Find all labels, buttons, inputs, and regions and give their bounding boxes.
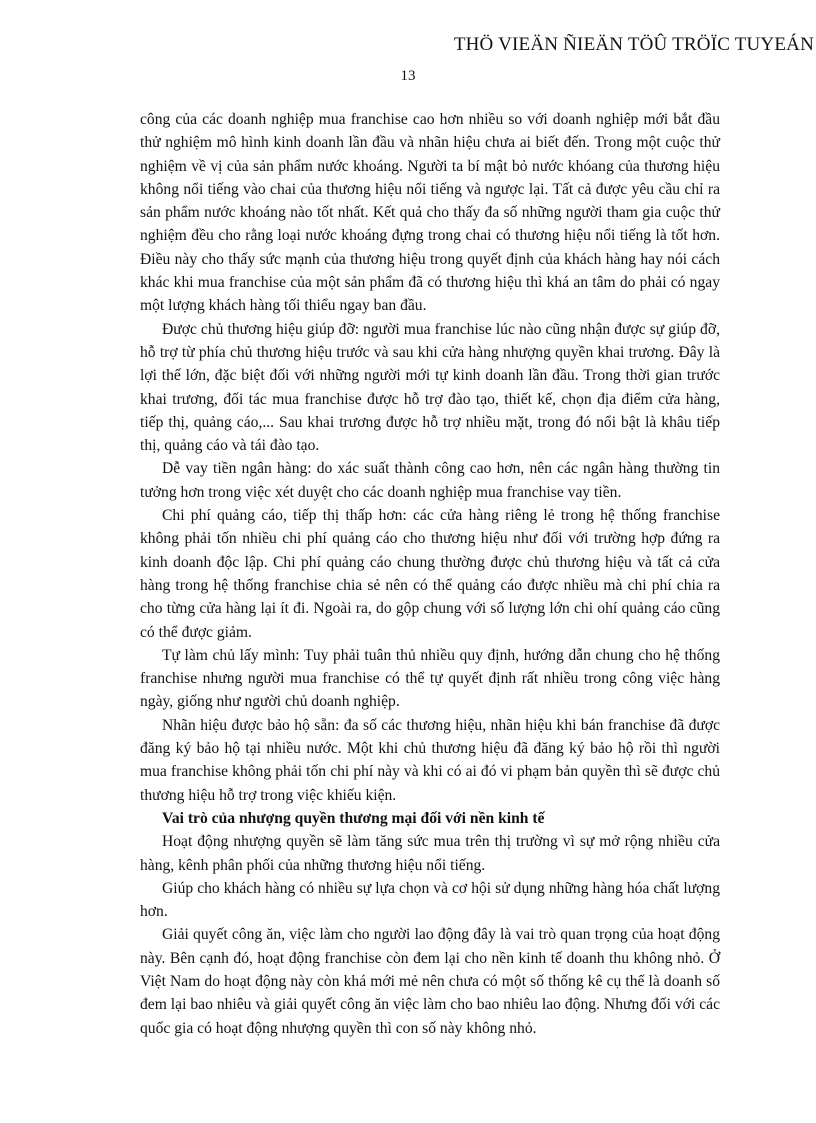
paragraph-self-employment: Tự làm chủ lấy mình: Tuy phải tuân thủ nhiều quy định, hướng dẫn chung cho hệ thống franchise nhưng người mua franchise có thể tự quyết định rất nhiều trong công việc hàng ngày, giống như người chủ doanh nghiệp.	[140, 646, 720, 711]
paragraph-brand-support: Được chủ thương hiệu giúp đỡ: người mua franchise lúc nào cũng nhận được sự giúp đỡ, hỗ trợ từ phía chủ thương hiệu trước và sau khi cửa hàng nhượng quyền khai trương. Đây là lợi thế lớn, đặc biệt đối với những người mới tự kinh doanh lần đầu. Trong thời gian trước khai trương, đối tác mua franchise được hỗ trợ đào tạo, thiết kế, chọn địa điểm cửa hàng, tiếp thị, quảng cáo,... Sau khai trương được hỗ trợ nhiều mặt, trong đó nổi bật là khâu tiếp thị, quảng cáo và tái đào tạo.	[140, 320, 720, 455]
paragraph-customer-choice: Giúp cho khách hàng có nhiều sự lựa chọn và cơ hội sử dụng những hàng hóa chất lượng hơn.	[140, 879, 720, 921]
paragraph-advertising-costs: Chi phí quảng cáo, tiếp thị thấp hơn: các cửa hàng riêng lẻ trong hệ thống franchise không phải tốn nhiều chi phí quảng cáo cho thương hiệu như đối với trường hợp đứng ra kinh doanh độc lập. Chi phí quảng cáo chung thường được chủ thương hiệu và tất cả cửa hàng trong hệ thống franchise chia sẻ nên có thể quảng cáo được nhiều mà chi phí chia ra cho từng cửa hàng lại ít đi. Ngoài ra, do gộp chung với số lượng lớn chi ohí quảng cáo cũng có thể được giảm.	[140, 507, 720, 641]
paragraph-purchasing-power: Hoạt động nhượng quyền sẽ làm tăng sức mua trên thị trường vì sự mở rộng nhiều cửa hàng, kênh phân phối của những thương hiệu nổi tiếng.	[140, 833, 720, 874]
paragraph-continuation: công của các doanh nghiệp mua franchise cao hơn nhiều so với doanh nghiệp mới bắt đầu thử nghiệm mô hình kinh doanh lần đầu và nhãn hiệu chưa ai biết đến. Trong một cuộc thử nghiệm về vị của sản phẩm nước khoáng. Người ta bí mật bỏ nước khóang của thương hiệu không nổi tiếng vào chai của thương hiệu nổi tiếng và ngược lại. Tất cả được yêu cầu chỉ ra sản phẩm nước khoáng nào tốt nhất. Kết quả cho thấy đa số những người tham gia cuộc thử nghiệm đều cho rằng loại nước khoáng đựng trong chai có thương hiệu nổi tiếng là tốt hơn. Điều này cho thấy sức mạnh của thương hiệu trong quyết định của khách hàng hay nói cách khác khi mua franchise của một sản phẩm đã có thương hiệu thì khá an tâm do phải có ngay một lượng khách hàng tối thiểu ngay ban đầu.	[140, 111, 720, 315]
paragraph-bank-loans: Dễ vay tiền ngân hàng: do xác suất thành công cao hơn, nên các ngân hàng thường tin tưởng hơn trong việc xét duyệt cho các doanh nghiệp mua franchise vay tiền.	[140, 460, 720, 501]
page-number: 13	[400, 68, 416, 84]
paragraph-employment: Giải quyết công ăn, việc làm cho người lao động đây là vai trò quan trọng của hoạt động này. Bên cạnh đó, hoạt động franchise còn đem lại cho nền kinh tế doanh thu không nhỏ. Ở Việt Nam do hoạt động này còn khá mới mẻ nên chưa có một số thống kê cụ thể là doanh số đem lại bao nhiêu và giải quyết công ăn việc làm cho bao nhiêu lao động. Nhưng đối với các quốc gia có hoạt động nhượng quyền thì con số này không nhỏ.	[140, 926, 720, 1037]
document-body	[140, 108, 720, 1040]
section-heading: Vai trò của nhượng quyền thương mại đối với nền kinh tế	[162, 809, 545, 827]
paragraph-protected-trademark: Nhãn hiệu được bảo hộ sẵn: đa số các thương hiệu, nhãn hiệu khi bán franchise đã được đăng ký bảo hộ tại nhiều nước. Một khi chủ thương hiệu đã đăng ký bảo hộ rồi thì người mua franchise không phải tốn chi phí này và khi có ai đó vi phạm bản quyền thì sẽ được chủ thương hiệu hỗ trợ trong việc khiếu kiện.	[140, 716, 720, 804]
running-header: THÖ VIEÄN ÑIEÄN TÖÛ TRÖÏC TUYEÁN	[453, 34, 814, 55]
